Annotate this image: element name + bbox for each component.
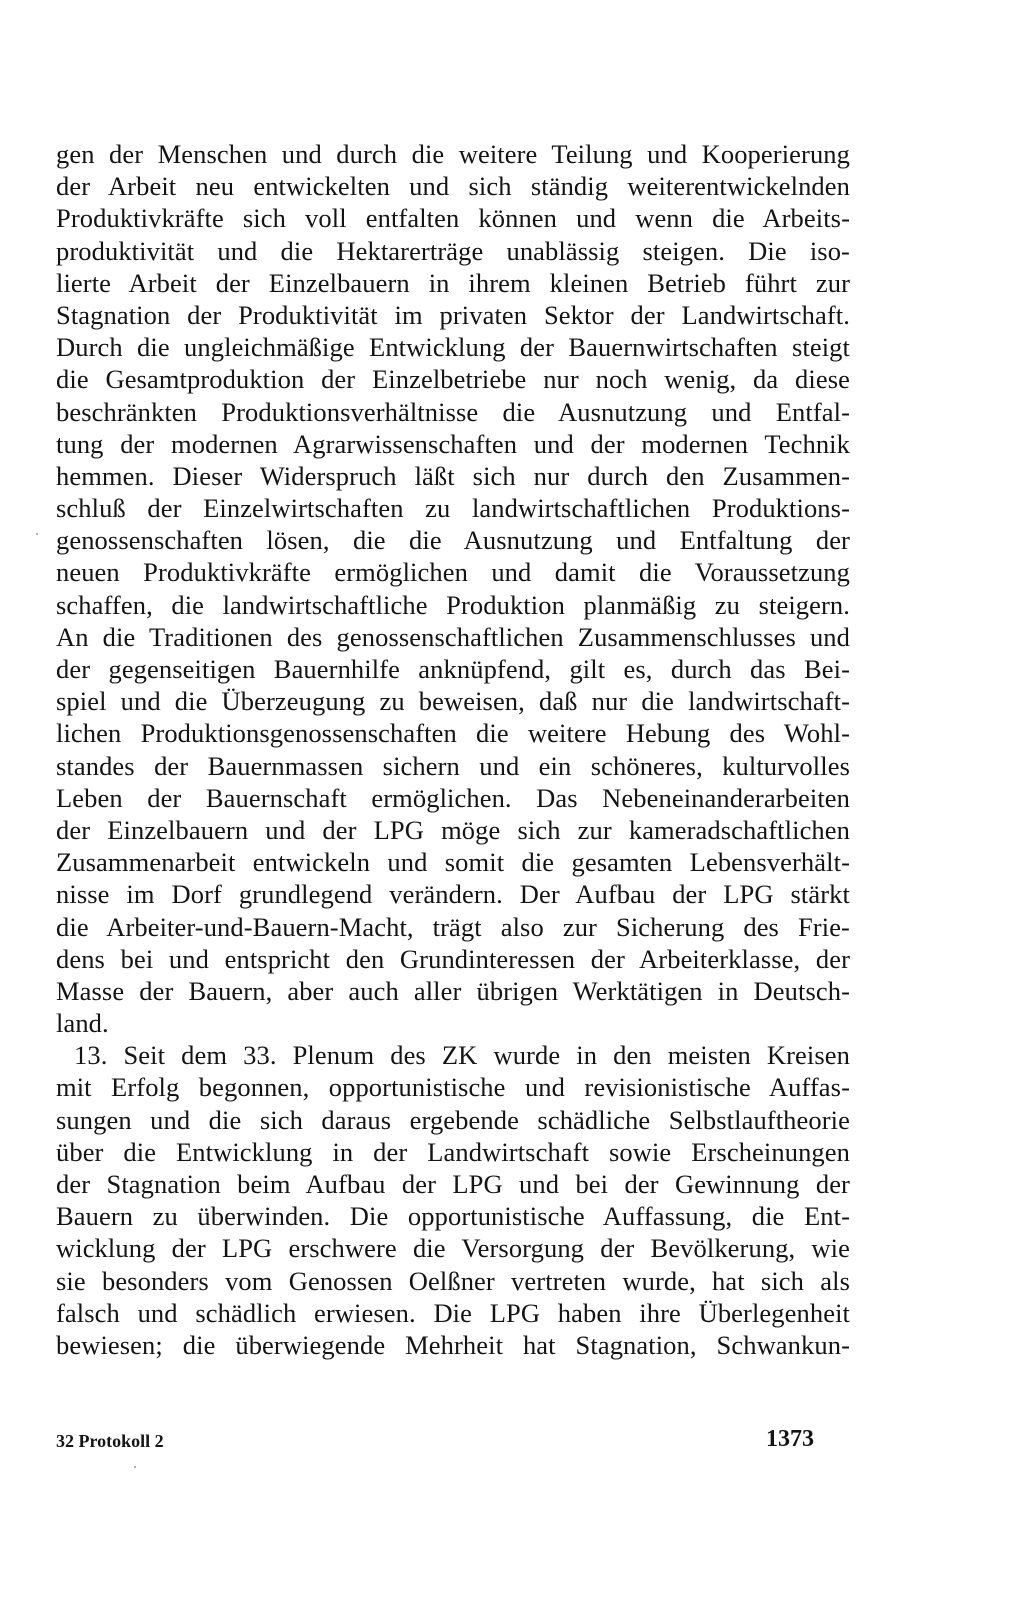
text-line: wicklung der LPG erschwere die Versorgung der Bevölkerung, wie — [56, 1233, 850, 1264]
body-text — [56, 138, 850, 1361]
text-line: genossenschaften lösen, die die Ausnutzung und Entfaltung der — [56, 525, 850, 556]
text-line: nisse im Dorf grundlegend verändern. Der Aufbau der LPG stärkt — [56, 879, 850, 910]
text-line: der Stagnation beim Aufbau der LPG und bei der Gewinnung der — [56, 1169, 850, 1199]
text-line: spiel und die Überzeugung zu beweisen, daß nur die landwirtschaft- — [56, 686, 850, 717]
text-line: mit Erfolg begonnen, opportunistische und revisionistische Auffas- — [56, 1072, 850, 1103]
text-line: der gegenseitigen Bauernhilfe anknüpfend, gilt es, durch das Bei- — [56, 654, 850, 684]
text-line: die Gesamtproduktion der Einzelbetriebe nur noch wenig, da diese — [56, 364, 850, 395]
section-13-start: 13. Seit dem 33. Plenum des ZK wurde in den meisten Kreisen — [74, 1040, 850, 1071]
printer-signature: 32 Protokoll 2 — [56, 1431, 164, 1451]
text-line: produktivität und die Hektarerträge unablässig steigen. Die iso- — [56, 235, 850, 266]
text-line: neuen Produktivkräfte ermöglichen und damit die Voraussetzung — [56, 557, 850, 588]
text-line: land. — [56, 1008, 109, 1039]
text-line: über die Entwicklung in der Landwirtschaft sowie Erscheinungen — [56, 1136, 850, 1167]
text-line: standes der Bauernmassen sichern und ein schöneres, kulturvolles — [56, 750, 850, 781]
text-line: der Arbeit neu entwickelten und sich ständig weiterentwickelnden — [56, 171, 850, 202]
text-line: beschränkten Produktionsverhältnisse die Ausnutzung und Entfal- — [56, 396, 850, 427]
text-line: lierte Arbeit der Einzelbauern in ihrem kleinen Betrieb führt zur — [56, 267, 850, 298]
text-line: Masse der Bauern, aber auch aller übrigen Werktätigen in Deutsch- — [56, 975, 850, 1006]
text-line: Durch die ungleichmäßige Entwicklung der Bauernwirtschaften steigt — [56, 332, 850, 363]
text-line: Zusammenarbeit entwickeln und somit die gesamten Lebensverhält- — [56, 847, 850, 878]
text-line: schluß der Einzelwirtschaften zu landwirtschaftlichen Produktions- — [56, 493, 850, 524]
text-line: sie besonders vom Genossen Oelßner vertreten wurde, hat sich als — [56, 1265, 850, 1296]
text-line: falsch und schädlich erwiesen. Die LPG haben ihre Überlegenheit — [56, 1297, 850, 1328]
text-line: Leben der Bauernschaft ermöglichen. Das Nebeneinanderarbeiten — [56, 782, 850, 813]
text-line: der Einzelbauern und der LPG möge sich zur kameradschaftlichen — [56, 814, 850, 845]
text-line: schaffen, die landwirtschaftliche Produktion planmäßig zu steigern. — [56, 589, 850, 620]
text-line: gen der Menschen und durch die weitere Teilung und Kooperierung — [56, 139, 850, 169]
text-line: die Arbeiter-und-Bauern-Macht, trägt also zur Sicherung des Frie- — [56, 911, 850, 942]
scan-speck — [134, 1466, 136, 1468]
text-line: Bauern zu überwinden. Die opportunistische Auffassung, die Ent- — [56, 1201, 850, 1232]
text-line: tung der modernen Agrarwissenschaften und der modernen Technik — [56, 428, 850, 459]
text-line: bewiesen; die überwiegende Mehrheit hat Stagnation, Schwankun- — [56, 1329, 850, 1360]
text-line: Stagnation der Produktivität im privaten Sektor der Landwirtschaft. — [56, 299, 850, 330]
text-line: Produktivkräfte sich voll entfalten können und wenn die Arbeits- — [56, 203, 850, 234]
text-line: sungen und die sich daraus ergebende schädliche Selbstlauftheorie — [56, 1104, 850, 1135]
text-line: lichen Produktionsgenossenschaften die weitere Hebung des Wohl- — [56, 718, 850, 749]
text-line: An die Traditionen des genossenschaftlichen Zusammenschlusses und — [56, 621, 850, 652]
text-line: hemmen. Dieser Widerspruch läßt sich nur durch den Zusammen- — [56, 460, 850, 491]
page-number: 1373 — [766, 1426, 814, 1452]
scan-speck — [36, 533, 38, 535]
text-line: dens bei und entspricht den Grundinteressen der Arbeiterklasse, der — [56, 943, 850, 974]
